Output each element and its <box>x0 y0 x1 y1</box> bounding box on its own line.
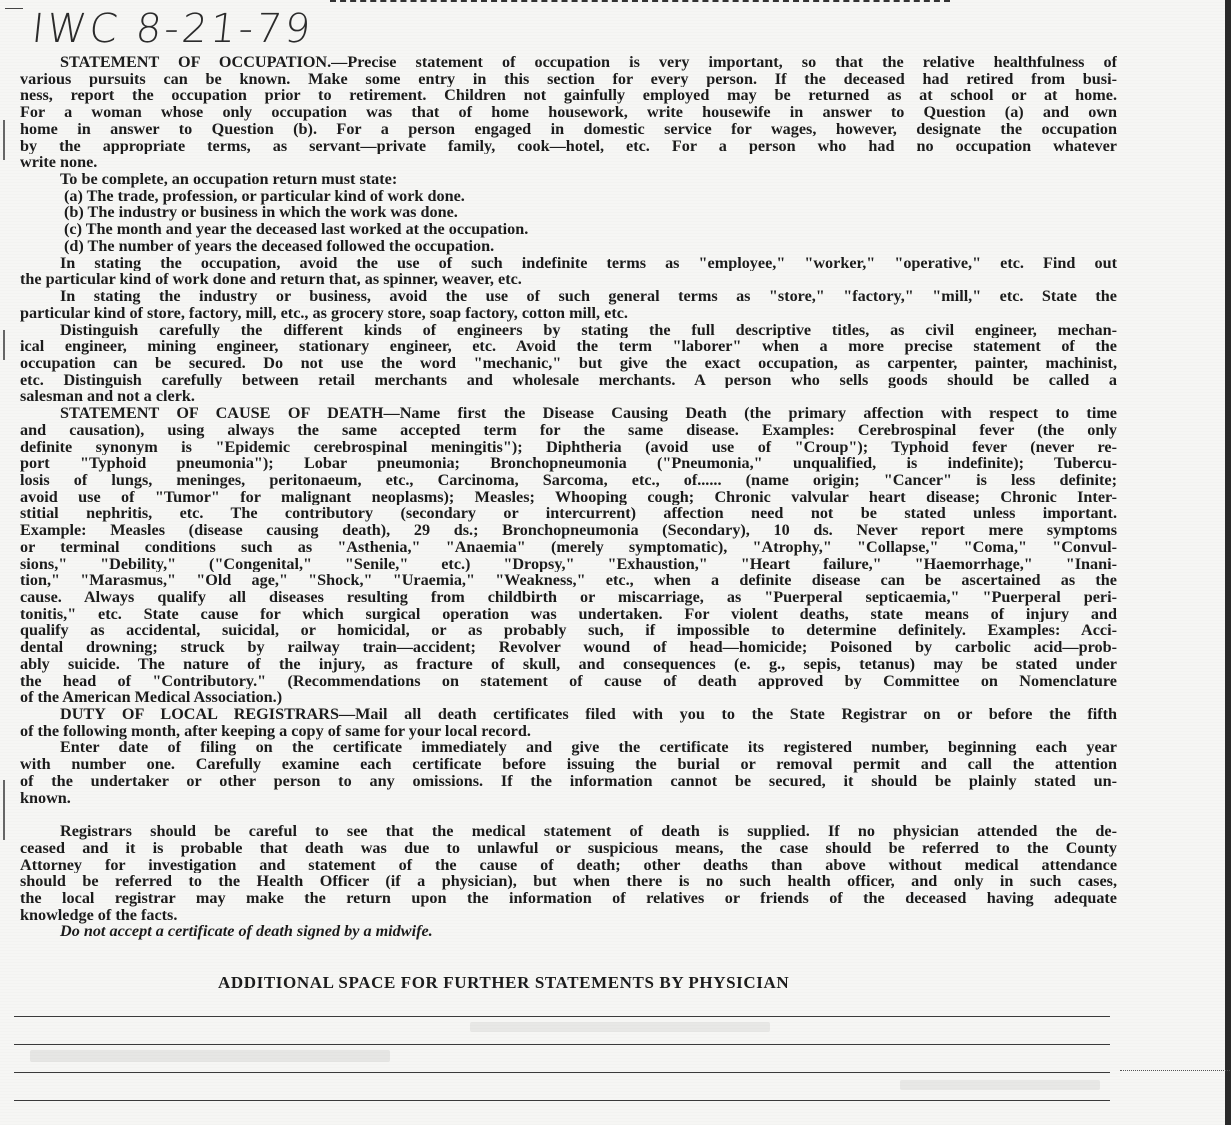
text-line: by the appropriate terms, as servant—private family, cook—hotel, etc. For a person who had no occupation whatever <box>20 137 1117 155</box>
text-line: cause. Always qualify all diseases resulting from childbirth or miscarriage, as "Puerperal septicaemia," "Puerperal peri- <box>20 589 1117 606</box>
scan-noise <box>900 1080 1100 1090</box>
instructions-text <box>20 54 1117 940</box>
text-line: knowledge of the facts. <box>20 905 178 924</box>
text-line: Attorney for investigation and statement of the cause of death; other deaths than above without medical attendance <box>20 856 1117 874</box>
text-line: or terminal conditions such as "Asthenia," "Anaemia" (merely symptomatic), "Atrophy," "Collapse," "Coma," "Convul- <box>20 538 1117 556</box>
text-line: STATEMENT OF OCCUPATION.—Precise statement of occupation is very important, so that the relative healthfulness of <box>60 54 1117 71</box>
physician-statement-line <box>14 1072 1110 1073</box>
left-margin-mark <box>3 780 5 840</box>
scan-right-edge <box>1225 0 1231 1125</box>
additional-space-heading: ADDITIONAL SPACE FOR FURTHER STATEMENTS BY PHYSICIAN <box>218 973 790 992</box>
text-line: the local registrar may make the return upon the information of relatives or friends of the deceased having adequate <box>20 889 1117 907</box>
text-line: ical engineer, mining engineer, stationary engineer, etc. Avoid the term "laborer" when a more precise statement of the <box>20 338 1117 355</box>
text-line: Registrars should be careful to see that the medical statement of death is supplied. If no physician attended the de- <box>60 823 1117 840</box>
physician-statement-line <box>14 1100 1110 1101</box>
text-line: particular kind of store, factory, mill, etc., as grocery store, soap factory, cotton mill, etc. <box>20 303 628 322</box>
text-line: To be complete, an occupation return must state: <box>60 170 398 189</box>
text-line: sions," "Debility," ("Congenital," "Senile," etc.) "Dropsy," "Exhaustion," "Heart failure," "Haemorrhage," "Inani- <box>20 555 1117 573</box>
text-line: (c) The month and year the deceased last worked at the occupation. <box>64 220 529 239</box>
text-line: known. <box>20 788 71 807</box>
text-line: (b) The industry or business in which the work was done. <box>64 203 458 222</box>
left-margin-mark <box>3 330 5 360</box>
text-line: In stating the industry or business, avoid the use of such general terms as "store," "factory," "mill," etc. State the <box>60 288 1117 305</box>
text-line: Enter date of filing on the certificate immediately and give the certificate its registered number, beginning each year <box>60 739 1117 757</box>
physician-statement-line <box>14 1016 1110 1017</box>
physician-statement-line <box>14 1044 1110 1045</box>
text-line: with number one. Carefully examine each certificate before issuing the burial or removal permit and call the attention <box>20 756 1117 773</box>
handwritten-annotation: IWC 8-21-79 <box>29 6 316 52</box>
text-line: home in answer to Question (b). For a person engaged in domestic service for wages, however, designate the occupation <box>20 120 1117 138</box>
text-line: dental drowning; struck by railway train—accident; Revolver wound of head—homicide; Poisoned by carbolic acid—prob- <box>20 639 1117 656</box>
text-line: occupation can be secured. Do not use the word "mechanic," but give the exact occupation, as carpenter, painter, machinist, <box>20 354 1117 372</box>
text-line: definite synonym is "Epidemic cerebrospinal meningitis"); Diphtheria (avoid use of "Croup"); Typhoid fever (never re- <box>20 438 1117 456</box>
text-line: of the following month, after keeping a copy of same for your local record. <box>20 721 531 740</box>
text-line: and causation), using always the same accepted term for the same disease. Examples: Cerebrospinal fever (the only <box>20 421 1117 439</box>
text-line: etc. Distinguish carefully between retail merchants and wholesale merchants. A person who sells goods should be called a <box>20 371 1117 389</box>
text-line: of the American Medical Association.) <box>20 688 283 707</box>
text-line: ceased and it is probable that death was due to unlawful or suspicious means, the case should be referred to the County <box>20 839 1117 857</box>
text-line: STATEMENT OF CAUSE OF DEATH—Name first the Disease Causing Death (the primary affection with respect to time <box>60 405 1117 422</box>
text-line: DUTY OF LOCAL REGISTRARS—Mail all death certificates filed with you to the State Registrar on or before the fifth <box>60 706 1117 723</box>
corner-mark <box>5 0 23 9</box>
text-line: (a) The trade, profession, or particular kind of work done. <box>64 186 465 205</box>
text-line: Do not accept a certificate of death signed by a midwife. <box>60 922 433 941</box>
text-line: Distinguish carefully the different kinds of engineers by stating the full descriptive titles, as civil engineer, mechan- <box>60 321 1117 339</box>
text-line: the head of "Contributory." (Recommendations on statement of cause of death approved by Committee on Nomenclature <box>20 672 1117 690</box>
text-line: (d) The number of years the deceased followed the occupation. <box>64 236 495 255</box>
text-line: For a woman whose only occupation was that of home housework, write housewife in answer to Question (a) and own <box>20 104 1117 121</box>
text-line: ness, report the occupation prior to retirement. Children not gainfully employed may be returned as at school or at home. <box>20 87 1117 105</box>
torn-top-edge <box>330 0 950 7</box>
text-line <box>20 806 1117 823</box>
text-line: write none. <box>20 153 98 172</box>
scan-noise <box>470 1022 770 1032</box>
text-line: losis of lungs, meninges, peritonaeum, etc., Carcinoma, Sarcoma, etc., of...... (name origin; "Cancer" is less definite; <box>20 471 1117 489</box>
text-line: salesman and not a clerk. <box>20 387 195 406</box>
text-line: the particular kind of work done and return that, as spinner, weaver, etc. <box>20 270 522 289</box>
text-line: of the undertaker or other person to any omissions. If the information cannot be secured, it should be plainly stated un- <box>20 772 1117 790</box>
text-line: port "Typhoid pneumonia"); Lobar pneumonia; Bronchopneumonia ("Pneumonia," unqualified, is indefinite); Tubercu- <box>20 455 1117 472</box>
text-line: avoid use of "Tumor" for malignant neoplasms); Measles; Whooping cough; Chronic valvular heart disease; Chronic Inter- <box>20 488 1117 506</box>
text-line: should be referred to the Health Officer (if a physician), but when there is no such health officer, and only in such cases, <box>20 873 1117 890</box>
text-line: In stating the occupation, avoid the use of such indefinite terms as "employee," "worker," "operative," etc. Find out <box>60 254 1117 272</box>
text-line: qualify as accidental, suicidal, or homicidal, or as probably such, if impossible to determine definitely. Examples: Acci- <box>20 622 1117 640</box>
scan-noise <box>30 1050 390 1062</box>
text-line: Example: Measles (disease causing death), 29 ds.; Bronchopneumonia (Secondary), 10 ds. Never report mere symptoms <box>20 522 1117 539</box>
text-line: stitial nephritis, etc. The contributory (secondary or intercurrent) affection need not be stated unless important. <box>20 505 1117 523</box>
text-line: ably suicide. The nature of the injury, as fracture of skull, and consequences (e. g., sepis, tetanus) may be stated under <box>20 655 1117 673</box>
text-line: various pursuits can be known. Make some entry in this section for every person. If the deceased had retired from busi- <box>20 70 1117 88</box>
left-margin-mark <box>3 120 5 160</box>
text-line: tonitis," etc. State cause for which surgical operation was undertaken. For violent deaths, state means of injury and <box>20 605 1117 623</box>
margin-mark <box>1120 1070 1230 1091</box>
text-line: tion," "Marasmus," "Old age," "Shock," "Uraemia," "Weakness," etc., when a definite disease can be ascertained as the <box>20 572 1117 589</box>
